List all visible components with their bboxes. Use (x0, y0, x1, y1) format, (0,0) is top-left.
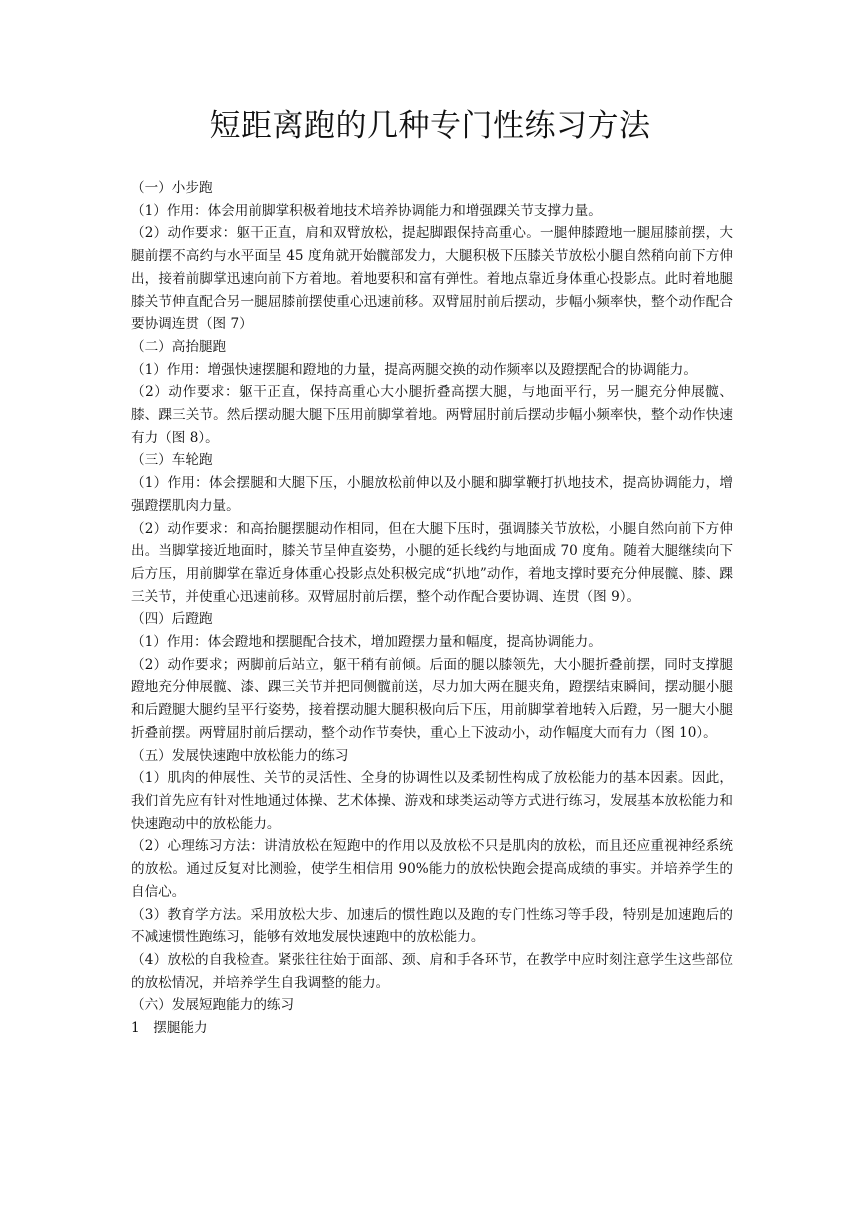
section-heading: （一）小步跑 (131, 180, 213, 196)
paragraph: （1）肌肉的伸展性、关节的灵活性、全身的协调性以及柔韧性构成了放松能力的基本因素。因此，我们首先应有针对性地通过体操、艺术体操、游戏和球类运动等方式进行练习，发展基本放松能力和快速跑动中的放松能力。 (131, 770, 733, 832)
paragraph: （1）作用：体会用前脚掌积极着地技术培养协调能力和增强踝关节支撑力量。 (131, 202, 602, 219)
paragraph: （1）作用：体会蹬地和摆腿配合技术，增加蹬摆力量和幅度，提高协调能力。 (131, 634, 602, 651)
paragraph: （1）作用：增强快速摆腿和蹬地的力量，提高两腿交换的动作频率以及蹬摆配合的协调能力。 (131, 361, 697, 378)
subsection-heading: 1 摆腿能力 (131, 1020, 208, 1037)
section-heading: （三）车轮跑 (131, 452, 213, 469)
section-heading: （五）发展快速跑中放松能力的练习 (131, 747, 349, 764)
paragraph: （2）心理练习方法：讲清放松在短跑中的作用以及放松不只是肌肉的放松，而且还应重视神经系统的放松。通过反复对比测验，使学生相信用 90%能力的放松快跑会提高成绩的事实。并培养学生的自信心。 (131, 838, 733, 900)
paragraph: （2）动作要求：和高抬腿摆腿动作相同，但在大腿下压时，强调膝关节放松，小腿自然向前下方伸出。当脚掌接近地面时，膝关节呈伸直姿势，小腿的延长线约与地面成 70 度角。随着大腿继续向下后方压，用前脚掌在靠近身体重心投影点处积极完成“扒地”动作，着地支撑时要充分伸展髋、膝、踝三关节，并使重心迅速前移。双臂屈肘前后摆，整个动作配合要协调、连贯（图 9）。 (131, 520, 733, 605)
document-body (131, 177, 733, 1040)
paragraph: （2）动作要求：躯干正直，保持高重心大小腿折叠高摆大腿，与地面平行，另一腿充分伸展髋、膝、踝三关节。然后摆动腿大腿下压用前脚掌着地。两臂屈肘前后摆动步幅小频率快，整个动作快速有力（图 8）。 (131, 384, 733, 446)
paragraph: （4）放松的自我检查。紧张往往始于面部、颈、肩和手各环节，在教学中应时刻注意学生这些部位的放松情况，并培养学生自我调整的能力。 (131, 951, 733, 991)
paragraph: （1）作用：体会摆腿和大腿下压，小腿放松前伸以及小腿和脚掌鞭打扒地技术，提高协调能力，增强蹬摆肌肉力量。 (131, 475, 733, 514)
paragraph: （2）动作要求；两脚前后站立，躯干稍有前倾。后面的腿以膝领先，大小腿折叠前摆，同时支撑腿蹬地充分伸展髋、漆、踝三关节并把同侧髋前送，尽力加大两在腿夹角，蹬摆结束瞬间，摆动腿小腿和后蹬腿大腿约呈平行姿势，接着摆动腿大腿积极向后下压，用前脚掌着地转入后蹬，另一腿大小腿折叠前摆。两臂屈肘前后摆动，整个动作节奏快，重心上下波动小，动作幅度大而有力（图 10）。 (131, 656, 733, 741)
section-heading: （二）高抬腿跑 (131, 338, 227, 355)
document-title: 短距离跑的几种专门性练习方法 (209, 108, 651, 144)
section-heading: （六）发展短跑能力的练习 (131, 997, 295, 1014)
paragraph: （3）教育学方法。采用放松大步、加速后的惯性跑以及跑的专门性练习等手段，特别是加速跑后的不减速惯性跑练习，能够有效地发展快速跑中的放松能力。 (131, 906, 733, 946)
section-heading: （四）后蹬跑 (131, 611, 213, 628)
paragraph: （2）动作要求：躯干正直，肩和双臂放松，提起脚跟保持高重心。一腿伸膝蹬地一腿屈膝前摆，大腿前摆不高约与水平面呈 45 度角就开始髋部发力，大腿积极下压膝关节放松小腿自然稍向前下方伸出，接着前脚掌迅速向前下方着地。着地要积和富有弹性。着地点靠近身体重心投影点。此时着地腿膝关节伸直配合另一腿屈膝前摆使重心迅速前移。双臂屈肘前后摆动，步幅小频率快，整个动作配合要协调连贯（图 7） (131, 225, 733, 333)
